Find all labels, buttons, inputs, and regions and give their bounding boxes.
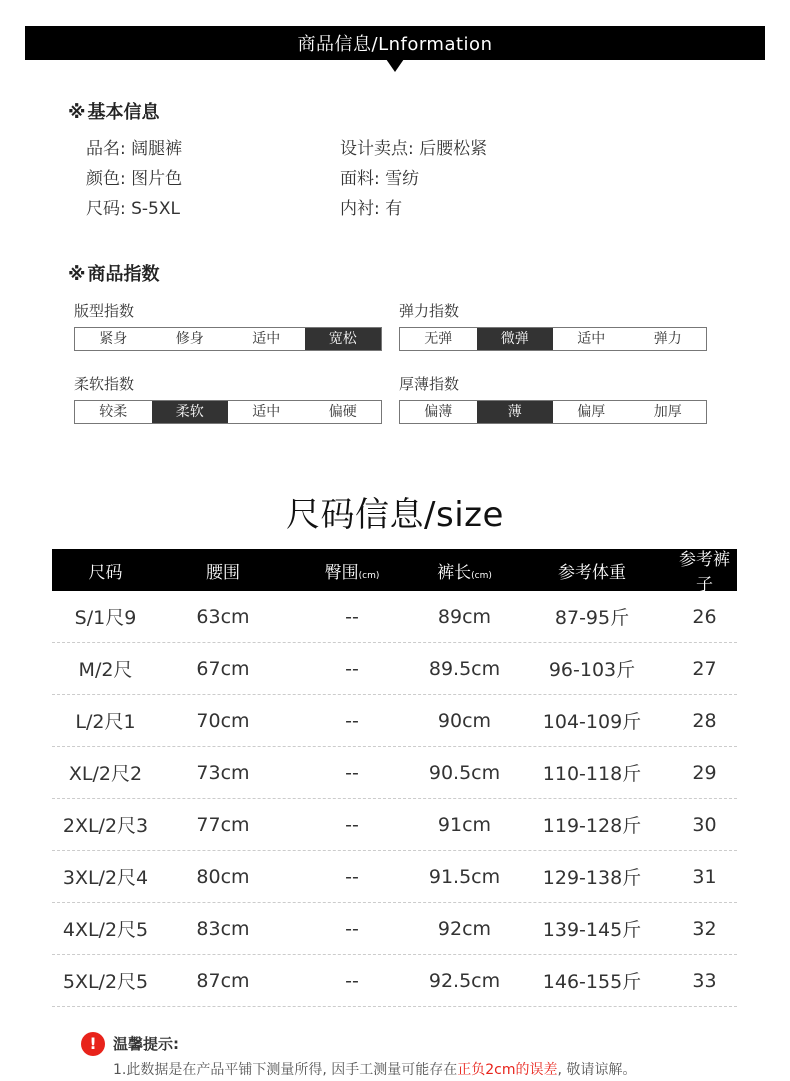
index-option: 适中: [577, 331, 606, 347]
header-weight: 参考体重: [558, 562, 626, 583]
banner-title: 商品信息/Lnformation: [297, 34, 493, 55]
cell-length: 89cm: [437, 605, 492, 628]
cell-hip: --: [345, 709, 359, 732]
cell-size: 3XL/2尺4: [62, 867, 149, 889]
basic-info-grid: [86, 138, 646, 220]
index-option: 偏硬: [328, 404, 357, 420]
cell-size: XL/2尺2: [68, 763, 143, 785]
cell-size: 4XL/2尺5: [62, 919, 149, 941]
cell-size: L/2尺1: [75, 711, 136, 733]
index-elasticity: [399, 301, 707, 351]
cell-hip: --: [345, 813, 359, 836]
table-row: [52, 851, 737, 903]
index-option: 紧身: [99, 331, 128, 347]
size-table-header: [52, 549, 737, 595]
index-option: 适中: [252, 404, 281, 420]
product-index-heading: [68, 260, 160, 286]
cell-waist: 67cm: [196, 657, 250, 680]
table-row: [52, 591, 737, 643]
cell-ref-size: 33: [692, 969, 717, 992]
cell-length: 91.5cm: [428, 865, 501, 888]
info-banner: [25, 26, 765, 60]
index-scale: [74, 400, 382, 424]
index-option: 偏厚: [577, 404, 606, 420]
cell-waist: 63cm: [196, 605, 250, 628]
cell-size: 2XL/2尺3: [62, 815, 149, 837]
cell-ref-size: 30: [692, 813, 717, 836]
index-scale: [74, 327, 382, 351]
tip-highlight: 正负2cm的误差: [457, 1062, 558, 1078]
header-length: 裤长(cm): [437, 562, 492, 583]
index-option: 较柔: [99, 404, 128, 420]
product-index-heading-text: 商品指数: [87, 264, 160, 285]
cell-waist: 87cm: [196, 969, 250, 992]
cell-length: 91cm: [437, 813, 492, 836]
header-ref-size: 参考裤子: [679, 550, 730, 595]
index-option: 适中: [252, 331, 281, 347]
cell-waist: 77cm: [196, 813, 250, 836]
cell-weight: 146-155斤: [542, 971, 642, 993]
cell-weight: 104-109斤: [542, 711, 642, 733]
index-option-selected: 柔软: [152, 401, 229, 423]
index-title: 版型指数: [74, 302, 135, 320]
cell-ref-size: 28: [692, 709, 717, 732]
warning-icon: !: [81, 1032, 105, 1056]
cell-hip: --: [345, 917, 359, 940]
cell-length: 90.5cm: [428, 761, 501, 784]
cell-ref-size: 32: [692, 917, 717, 940]
cell-waist: 73cm: [196, 761, 250, 784]
cell-weight: 139-145斤: [542, 919, 642, 941]
index-thickness: [399, 374, 707, 424]
cell-length: 92cm: [437, 917, 492, 940]
cell-hip: --: [345, 761, 359, 784]
cell-weight: 96-103斤: [548, 659, 636, 681]
cell-ref-size: 31: [692, 865, 717, 888]
reference-mark-icon: ※: [68, 102, 86, 123]
info-size-range: 尺码: S-5XL: [86, 199, 180, 219]
header-waist: 腰围: [206, 562, 240, 583]
table-row: [52, 643, 737, 695]
size-table-body: [52, 591, 737, 1007]
cell-weight: 110-118斤: [542, 763, 642, 785]
index-option-selected: 薄: [477, 401, 554, 423]
table-row: [52, 695, 737, 747]
table-row: [52, 903, 737, 955]
info-fabric: 面料: 雪纺: [340, 169, 420, 189]
cell-length: 89.5cm: [428, 657, 501, 680]
index-option: 弹力: [653, 331, 682, 347]
index-option: 修身: [175, 331, 204, 347]
index-option: 偏薄: [424, 404, 453, 420]
index-title: 弹力指数: [399, 302, 460, 320]
cell-weight: 87-95斤: [554, 607, 630, 629]
table-row: [52, 747, 737, 799]
info-design-feature: 设计卖点: 后腰松紧: [340, 139, 488, 159]
cell-size: M/2尺: [78, 659, 133, 681]
cell-ref-size: 26: [692, 605, 717, 628]
cell-waist: 80cm: [196, 865, 250, 888]
cell-hip: --: [345, 969, 359, 992]
info-product-name: 品名: 阔腿裤: [86, 139, 183, 159]
index-softness: [74, 374, 382, 424]
banner-pointer: [386, 59, 404, 72]
cell-length: 92.5cm: [428, 969, 501, 992]
cell-hip: --: [345, 865, 359, 888]
size-info-title: 尺码信息/size: [286, 495, 504, 535]
tip-title: 温馨提示:: [113, 1035, 179, 1053]
table-row: [52, 955, 737, 1007]
cell-ref-size: 27: [692, 657, 717, 680]
reference-mark-icon: ※: [68, 264, 86, 285]
basic-info-heading: [68, 98, 160, 124]
header-hip: 臀围(cm): [324, 562, 380, 583]
cell-size: S/1尺9: [74, 607, 137, 629]
cell-waist: 70cm: [196, 709, 250, 732]
header-size: 尺码: [88, 562, 123, 583]
info-color: 颜色: 图片色: [86, 169, 183, 189]
table-row: [52, 799, 737, 851]
index-title: 厚薄指数: [399, 375, 460, 393]
index-scale: [399, 327, 707, 351]
info-lining: 内衬: 有: [340, 199, 403, 219]
cell-size: 5XL/2尺5: [62, 971, 149, 993]
cell-weight: 119-128斤: [542, 815, 642, 837]
index-option-selected: 宽松: [305, 328, 382, 350]
index-title: 柔软指数: [74, 375, 135, 393]
cell-hip: --: [345, 657, 359, 680]
cell-waist: 83cm: [196, 917, 250, 940]
cell-length: 90cm: [437, 709, 492, 732]
cell-ref-size: 29: [692, 761, 717, 784]
index-option: 加厚: [653, 404, 682, 420]
cell-weight: 129-138斤: [542, 867, 642, 889]
tip-text: 1.此数据是在产品平铺下测量所得, 因手工测量可能存在正负2cm的误差, 敬请谅解。: [113, 1062, 637, 1078]
cell-hip: --: [345, 605, 359, 628]
index-fit: [74, 301, 382, 351]
index-option-selected: 微弹: [477, 328, 554, 350]
index-option: 无弹: [424, 331, 453, 347]
index-scale: [399, 400, 707, 424]
basic-info-heading-text: 基本信息: [87, 102, 160, 123]
size-table: [52, 549, 737, 1007]
